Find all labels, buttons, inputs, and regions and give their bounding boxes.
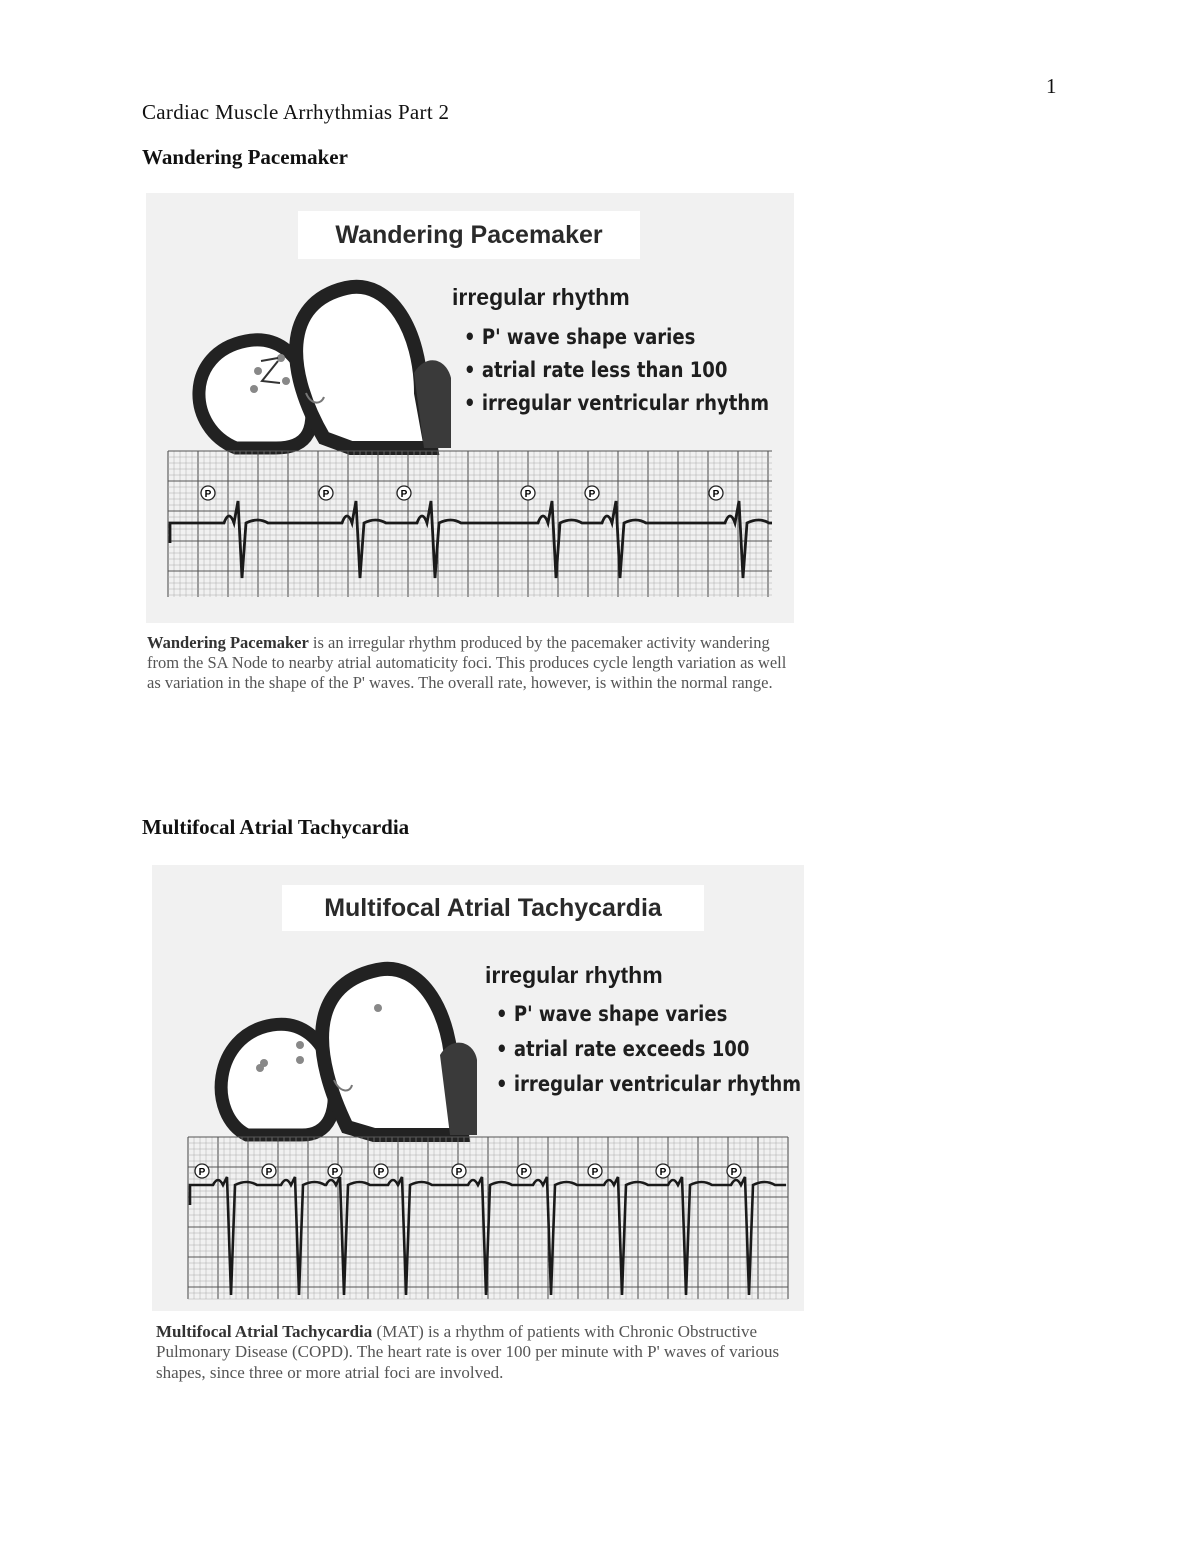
p-wave-marker-label: P (377, 1167, 385, 1178)
bullet-item: • atrial rate less than 100 (464, 358, 728, 382)
bullet-item: • P' wave shape varies (496, 1002, 728, 1026)
bullet-item: • irregular ventricular rhythm (464, 391, 770, 415)
figure-bullet-list (464, 321, 794, 420)
figure-bullet-list (496, 997, 804, 1102)
p-wave-marker-label: P (204, 489, 212, 500)
caption-text: (MAT) is a rhythm of patients with Chronic Obstructive Pulmonary Disease (COPD). The heart rate is over 100 per minute with P' waves of various shapes, since three or more atrial foci are involved. (156, 1322, 780, 1382)
bullet-item: • P' wave shape varies (464, 325, 696, 349)
figure-subtitle: irregular rhythm (485, 962, 663, 988)
figure-title: Wandering Pacemaker (298, 211, 640, 259)
caption-term: Multifocal Atrial Tachycardia (156, 1322, 373, 1341)
figure-title: Multifocal Atrial Tachycardia (282, 885, 704, 931)
caption-term: Wandering Pacemaker (147, 633, 309, 652)
document-title: Cardiac Muscle Arrhythmias Part 2 (142, 100, 450, 124)
p-wave-marker-label: P (322, 489, 330, 500)
page-number: 1 (1046, 74, 1057, 98)
p-wave-marker-label: P (591, 1167, 599, 1178)
multifocal-atrial-tachycardia-caption (156, 1322, 806, 1383)
ecg-trace (170, 501, 772, 578)
bullet-item: • irregular ventricular rhythm (496, 1072, 802, 1096)
p-wave-marker-label: P (659, 1167, 667, 1178)
wandering-pacemaker-figure (146, 193, 794, 623)
p-wave-marker-label: P (730, 1167, 738, 1178)
wandering-pacemaker-caption (147, 633, 797, 692)
figure-subtitle: irregular rhythm (452, 284, 630, 310)
p-wave-marker-label: P (400, 489, 408, 500)
p-wave-marker-label: P (524, 489, 532, 500)
p-wave-marker-label: P (520, 1167, 528, 1178)
p-wave-marker-label: P (265, 1167, 273, 1178)
bullet-item: • atrial rate exceeds 100 (496, 1037, 750, 1061)
section-heading-multifocal-atrial-tachycardia: Multifocal Atrial Tachycardia (142, 815, 410, 839)
p-wave-marker-label: P (198, 1167, 206, 1178)
heart-illustration (199, 287, 451, 448)
section-heading-wandering-pacemaker: Wandering Pacemaker (142, 145, 348, 169)
p-wave-markers (195, 1164, 741, 1178)
heart-illustration (221, 969, 477, 1135)
p-wave-marker-label: P (588, 489, 596, 500)
p-wave-marker-label: P (331, 1167, 339, 1178)
p-wave-marker-label: P (712, 489, 720, 500)
multifocal-atrial-tachycardia-figure (152, 865, 804, 1311)
p-wave-marker-label: P (455, 1167, 463, 1178)
caption-text: is an irregular rhythm produced by the pacemaker activity wandering from the SA Node to nearby atrial automaticity foci. This produces cycle length variation as well as variation in the shape of the P' waves. The overall rate, however, is within the normal range. (147, 633, 787, 692)
